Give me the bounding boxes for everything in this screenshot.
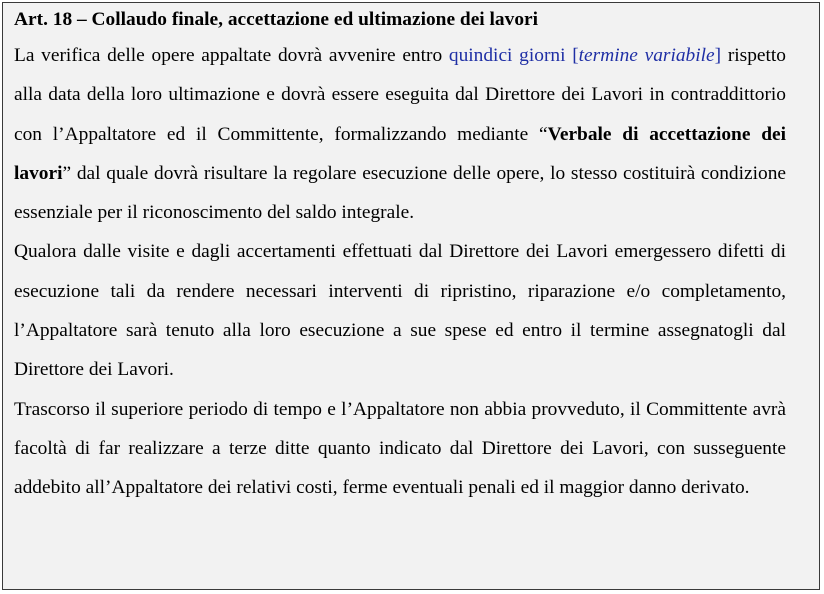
article-box <box>2 2 820 590</box>
article-content <box>14 6 786 508</box>
bracket-open: [ <box>565 45 579 66</box>
deadline-term: quindici giorni <box>448 45 566 66</box>
verbale-term: Verbale di accettazione dei lavori <box>14 123 786 184</box>
article-title: Art. 18 – Collaudo finale, accettazione ed ultimazione dei lavori <box>14 9 539 30</box>
variable-term-note: termine variabile <box>578 45 715 66</box>
paragraph-inadempienza: Trascorso il superiore periodo di tempo e l’Appaltatore non abbia provveduto, il Committente avrà facoltà di far realizzare a terze ditte quanto indicato dal Direttore dei Lavori, con susseguente addebito all’Appaltatore dei relativi costi, ferme eventuali penali ed il maggior danno derivato. <box>14 398 786 499</box>
paragraph-text: La verifica delle opere appaltate dovrà avvenire entro <box>14 45 449 66</box>
paragraph-difetti: Qualora dalle visite e dagli accertamenti effettuati dal Direttore dei Lavori emergessero difetti di esecuzione tali da rendere necessari interventi di ripristino, riparazione e/o completamento, l’Appaltatore sarà tenuto alla loro esecuzione a sue spese ed entro il termine assegnatogli dal Direttore dei Lavori. <box>14 241 786 381</box>
bracket-close: ] <box>714 45 722 66</box>
paragraph-text: rispetto alla data della loro ultimazione e dovrà essere eseguita dal Direttore dei Lavori in contraddittorio con l’Appaltatore ed il Committente, formalizzando mediante “ <box>14 45 786 145</box>
paragraph-text: ” dal quale dovrà risultare la regolare esecuzione delle opere, lo stesso costituirà condizione essenziale per il riconoscimento del saldo integrale. <box>14 162 786 224</box>
paragraph-verifica <box>14 36 786 232</box>
